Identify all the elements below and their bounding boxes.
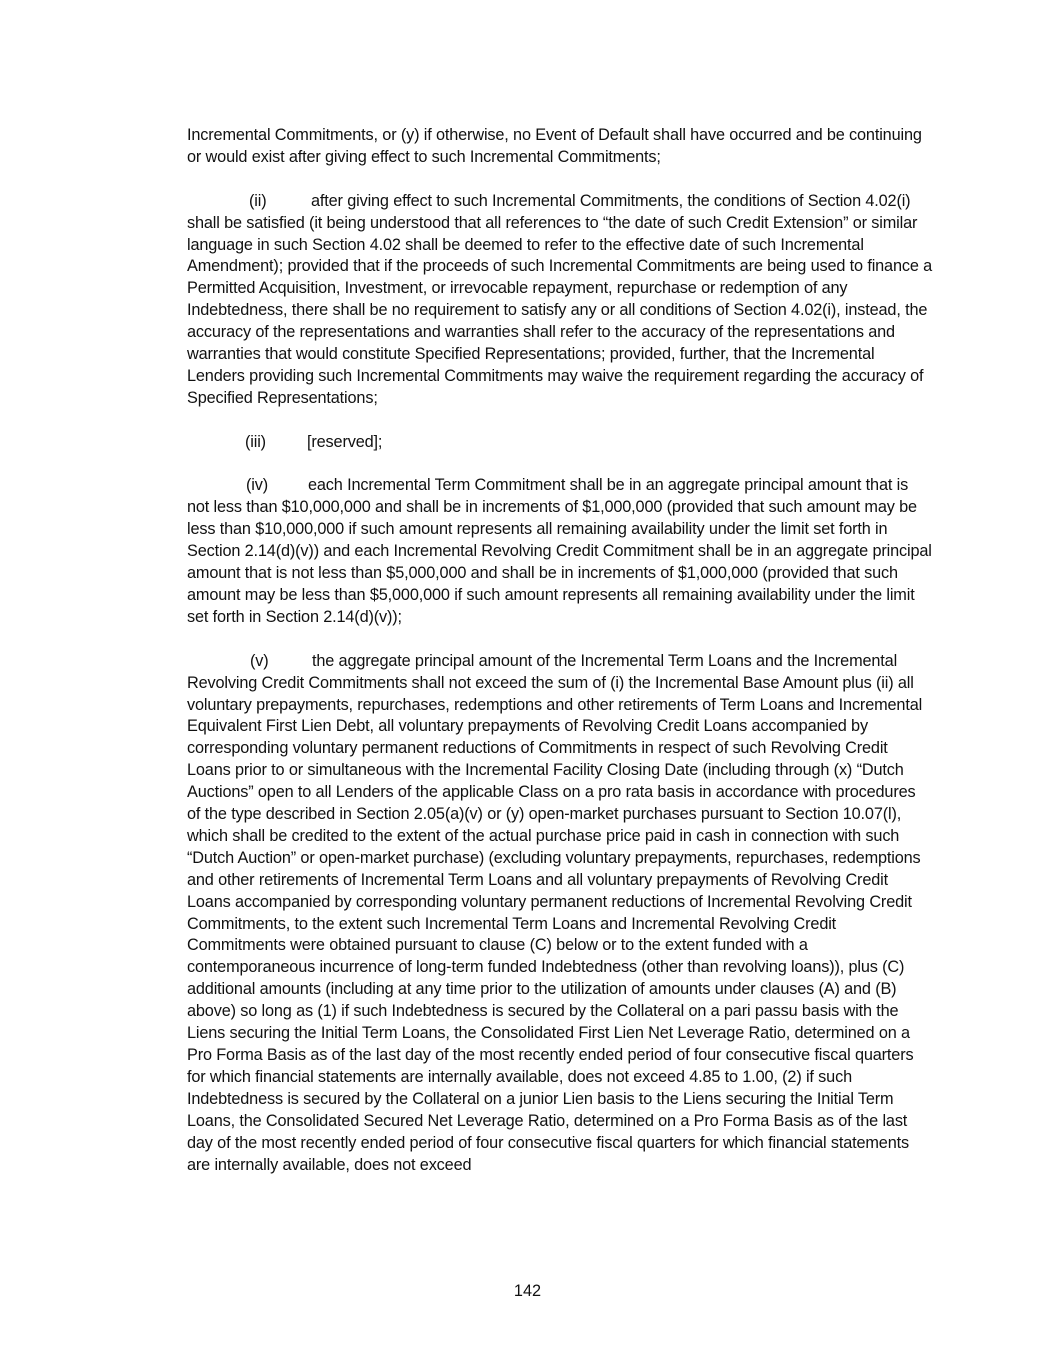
paragraph-number: (ii) [249, 191, 267, 210]
paragraph-number: (v) [250, 651, 269, 670]
document-body [187, 125, 933, 1198]
paragraph-text: [reserved]; [307, 432, 383, 451]
paragraph-number: (iii) [245, 432, 266, 451]
paragraph-text: each Incremental Term Commitment shall be in an aggregate principal amount that is not less than $10,000,000 and shall be in increments of $1,000,000 (provided that such amount may be less than $10,000,000 if such amount represents all remaining availability under the limit set forth in Section 2.14(d)(v)) and each Incremental Revolving Credit Commitment shall be in an aggregate principal amount that is not less than $5,000,000 and shall be in increments of $1,000,000 (provided that such amount may be less than $5,000,000 if such amount represents all remaining availability under the limit set forth in Section 2.14(d)(v)); [187, 476, 932, 626]
paragraph-iv [187, 475, 933, 628]
paragraph-number: (iv) [246, 476, 269, 495]
paragraph-continuation [187, 125, 933, 169]
paragraph-iii [187, 432, 933, 454]
paragraph-v [187, 651, 933, 1177]
paragraph-ii [187, 191, 933, 410]
paragraph-text: Incremental Commitments, or (y) if otherwise, no Event of Default shall have occurred and be continuing or would exist after giving effect to such Incremental Commitments; [187, 126, 922, 166]
paragraph-text: after giving effect to such Incremental Commitments, the conditions of Section 4.02(i) shall be satisfied (it being understood that all references to “the date of such Credit Extension” or similar language in such Section 4.02 shall be deemed to refer to the effective date of such Incremental Amendment); provided that if the proceeds of such Incremental Commitments are being used to finance a Permitted Acquisition, Investment, or irrevocable repayment, repurchase or redemption of any Indebtedness, there shall be no requirement to satisfy any or all conditions of Section 4.02(i), instead, the accuracy of the representations and warranties shall refer to the accuracy of the representations and warranties that would constitute Specified Representations; provided, further, that the Incremental Lenders providing such Incremental Commitments may waive the requirement regarding the accuracy of Specified Representations; [187, 191, 933, 407]
paragraph-text: the aggregate principal amount of the Incremental Term Loans and the Incremental Revolving Credit Commitments shall not exceed the sum of (i) the Incremental Base Amount plus (ii) all voluntary prepayments, repurchases, redemptions and other retirements of Term Loans and Incremental Equivalent First Lien Debt, all voluntary prepayments of Revolving Credit Loans accompanied by corresponding voluntary permanent reductions of Commitments in respect of such Revolving Credit Loans prior to or simultaneous with the Incremental Facility Closing Date (including through (x) “Dutch Auctions” open to all Lenders of the applicable Class on a pro rata basis in accordance with procedures of the type described in Section 2.05(a)(v) or (y) open-market purchases pursuant to Section 10.07(l), which shall be credited to the extent of the actual purchase price paid in cash in connection with such “Dutch Auction” or open-market purchase) (excluding voluntary prepayments, repurchases, redemptions and other retirements of Incremental Term Loans and all voluntary prepayments of Revolving Credit Loans accompanied by corresponding voluntary permanent reductions of Incremental Revolving Credit Commitments, to the extent such Incremental Term Loans and Incremental Revolving Credit Commitments were obtained pursuant to clause (C) below or to the extent funded with a contemporaneous incurrence of long-term funded Indebtedness (other than revolving loans)), plus (C) additional amounts (including at any time prior to the utilization of amounts under clauses (A) and (B) above) so long as (1) if such Indebtedness is secured by the Collateral on a pari passu basis with the Liens securing the Initial Term Loans, the Consolidated First Lien Net Leverage Ratio, determined on a Pro Forma Basis as of the last day of the most recently ended period of four consecutive fiscal quarters for which financial statements are internally available, does not exceed 4.85 to 1.00, (2) if such Indebtedness is secured by the Collateral on a junior Lien basis to the Liens securing the Initial Term Loans, the Consolidated Secured Net Leverage Ratio, determined on a Pro Forma Basis as of the last day of the most recently ended period of four consecutive fiscal quarters for which financial statements are internally available, does not exceed [187, 651, 923, 1174]
page-number: 142 [513, 1282, 542, 1300]
